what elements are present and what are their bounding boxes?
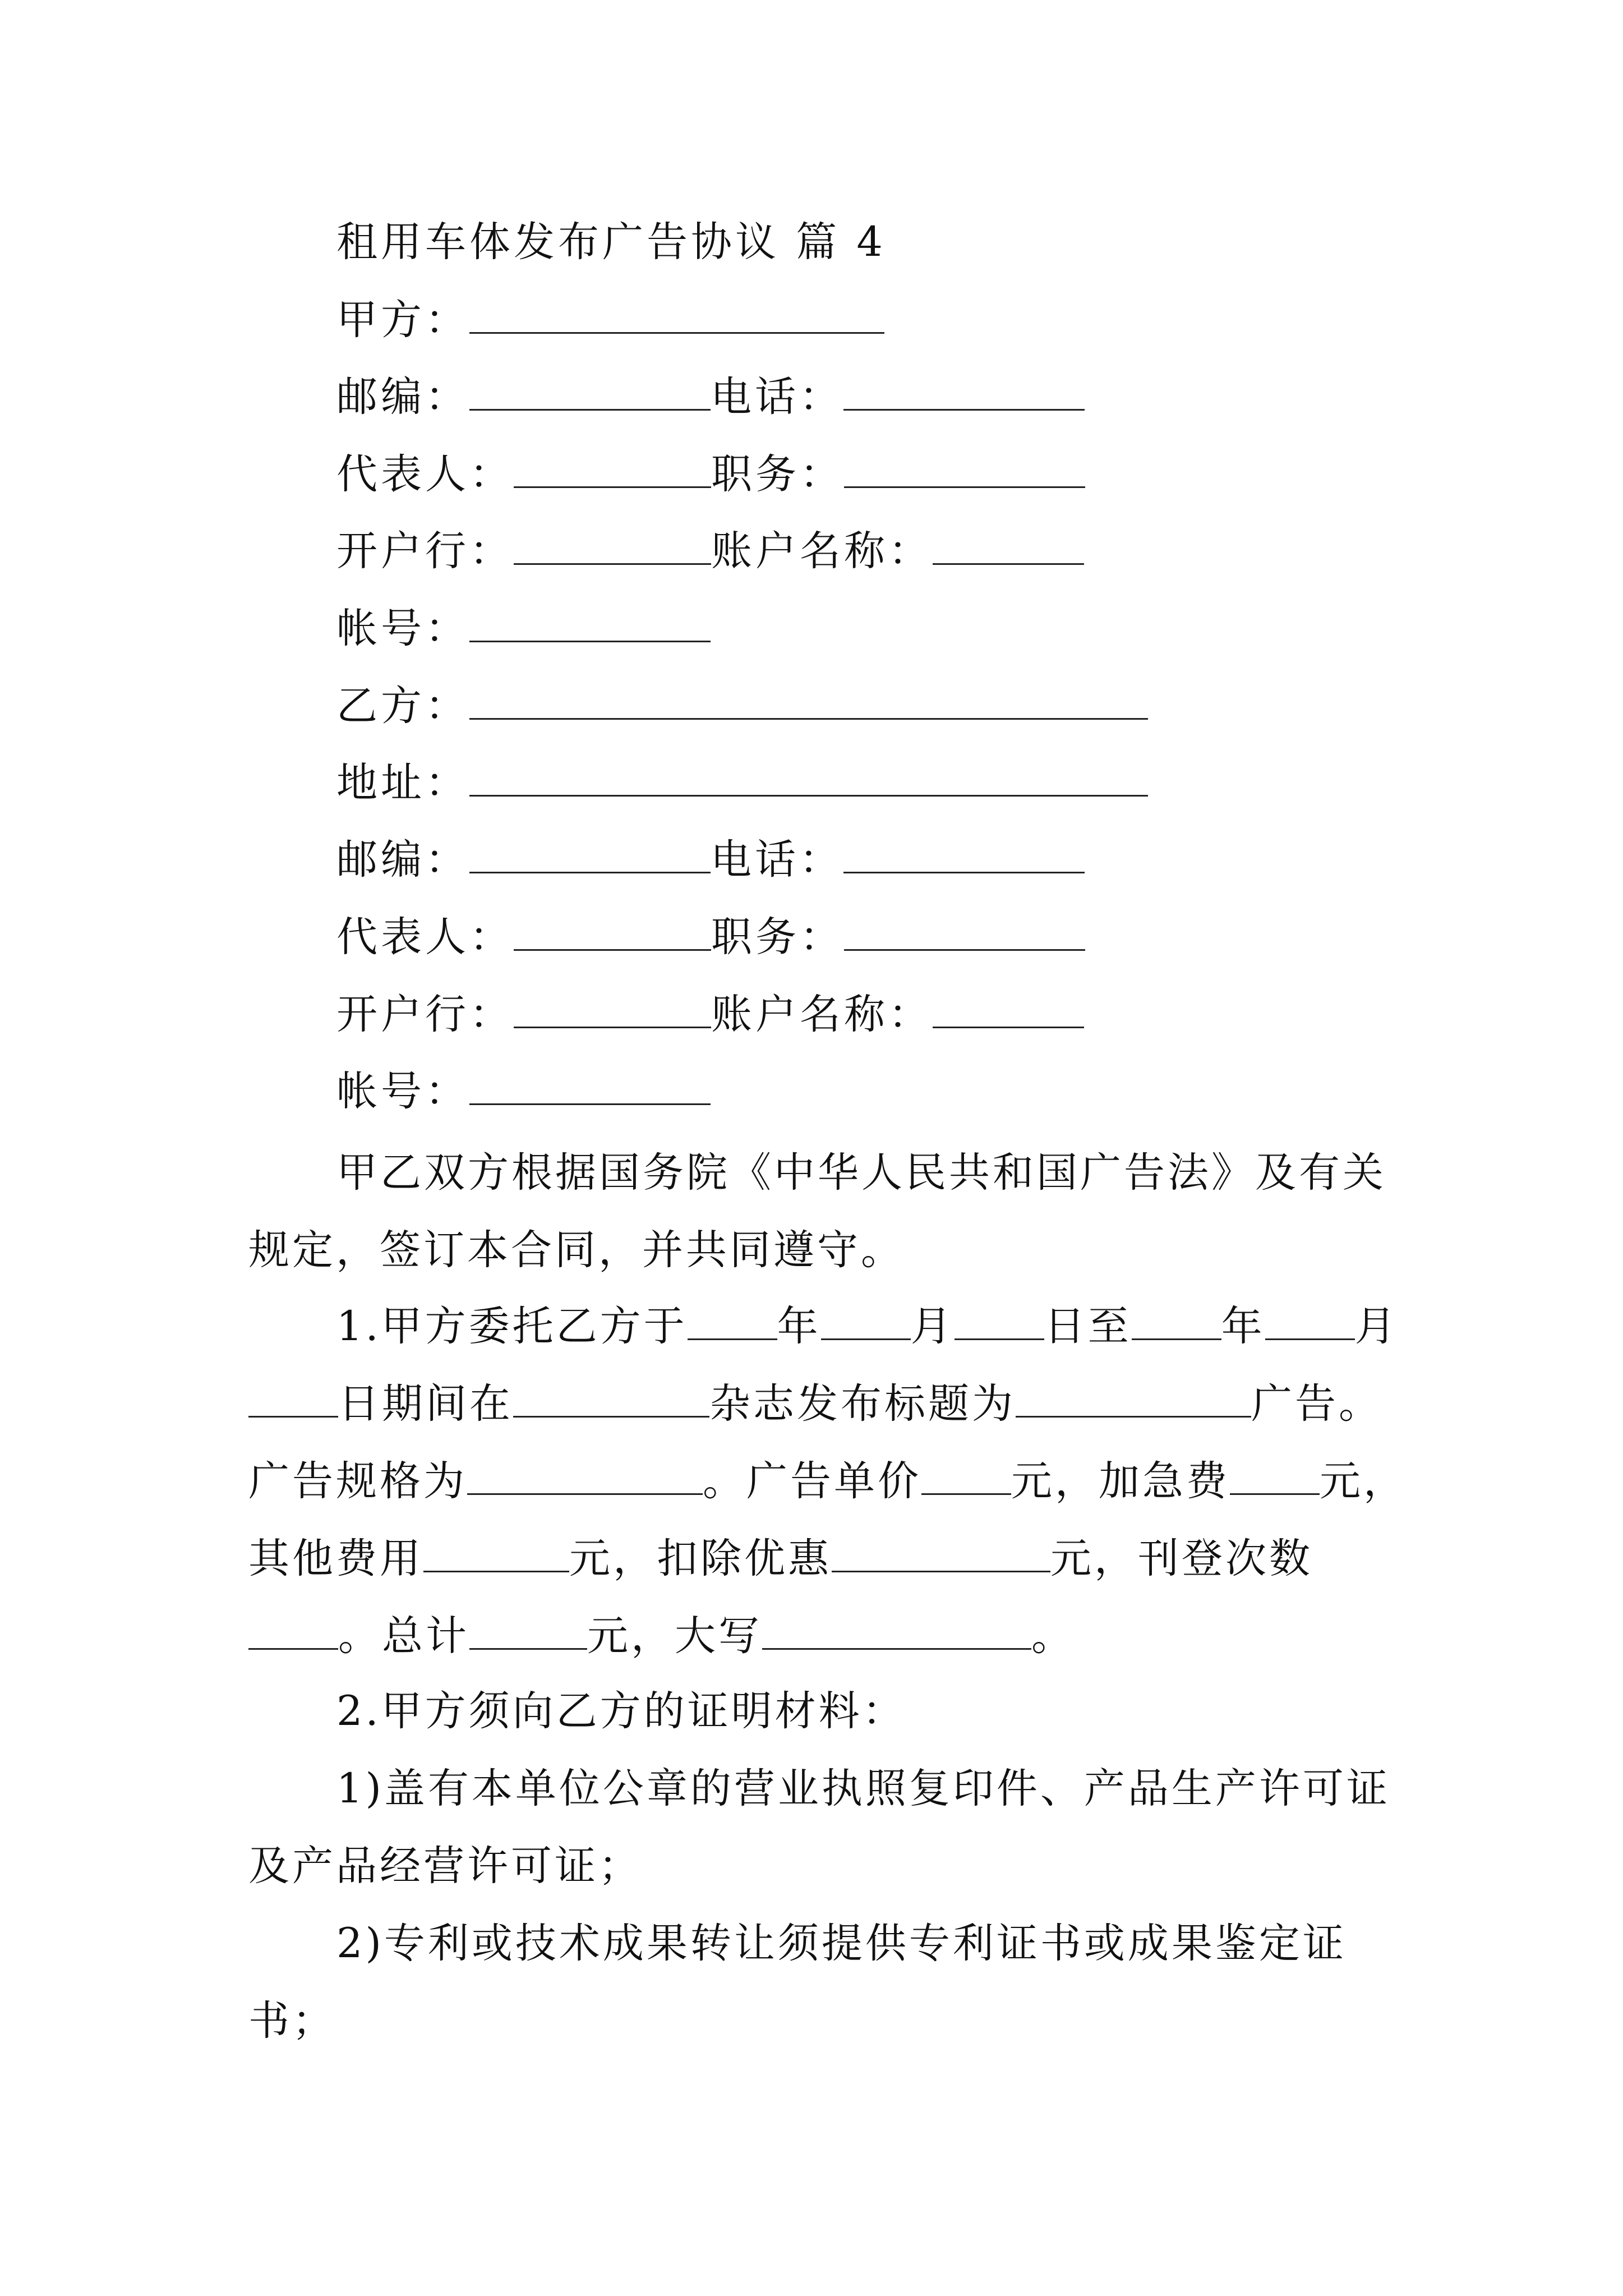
times-blank [248, 1613, 338, 1650]
party-b-bank-row [336, 991, 1084, 1038]
ad-title-blank [1016, 1381, 1251, 1418]
clause-2 [248, 1673, 1390, 2060]
clause-1-line-4: 其他费用 元，扣除优惠 元，刊登次数 [248, 1535, 1313, 1582]
clause-1 [248, 1288, 1407, 1675]
party-b-account-name-label: 账户名称： [711, 991, 933, 1038]
intro-paragraph [248, 1134, 1386, 1289]
discount-blank [832, 1536, 1050, 1572]
party-b-name-row [336, 682, 1148, 730]
party-b-rep-blank [514, 914, 711, 951]
party-b-zip-blank [469, 837, 711, 873]
ad-spec-blank [467, 1458, 703, 1495]
party-b-zip-label: 邮编： [336, 836, 469, 884]
party-a-position-label: 职务： [711, 450, 844, 498]
party-b-phone-blank [843, 837, 1085, 873]
party-a-position-blank [844, 452, 1085, 488]
magazine-blank [513, 1381, 709, 1418]
start-year-blank [688, 1304, 777, 1340]
other-fees-blank [423, 1536, 569, 1572]
party-a-phone-blank [843, 374, 1085, 411]
party-b-rep-label: 代表人： [336, 913, 514, 961]
clause-1-line-1: 1.甲方委托乙方于 年 月 日至 年 月 [336, 1303, 1399, 1350]
total-blank [469, 1613, 587, 1650]
party-a-account-name-blank [933, 528, 1084, 565]
party-a-name-label: 甲方： [336, 296, 469, 344]
party-a-zip-blank [469, 374, 711, 411]
end-month-blank [1265, 1304, 1355, 1340]
clause-1-line-3: 广告规格为 。广告单价 元，加急费 元， [248, 1457, 1407, 1505]
rush-fee-blank [1230, 1458, 1320, 1495]
clause-1-line-2: 日期间在 杂志发布标题为 广告。 [248, 1365, 1381, 1443]
party-a-rep-row [336, 450, 1085, 498]
party-b-address-row [336, 759, 1148, 807]
clause-2-item-2-line-2: 书； [248, 1997, 336, 2045]
party-a-name-blank [469, 297, 884, 334]
party-a-account-row [336, 605, 711, 652]
party-b-address-label: 地址： [336, 759, 469, 807]
party-b-account-no-blank [469, 1069, 711, 1105]
intro-line-1: 甲乙双方根据国务院《中华人民共和国广告法》及有关 [336, 1149, 1386, 1197]
party-b-account-name-blank [933, 992, 1084, 1028]
party-a-zip-row [336, 373, 1085, 421]
clause-2-item-1-line-2: 及产品经营许可证； [248, 1842, 642, 1890]
intro-line-2: 规定，签订本合同，并共同遵守。 [248, 1226, 905, 1274]
party-b-bank-label: 开户行： [336, 991, 514, 1038]
clause-1-line-5: 。总计 元，大写 。 [248, 1598, 1381, 1675]
party-a-rep-blank [514, 452, 711, 488]
party-b-account-row [336, 1068, 711, 1115]
party-a-account-no-label: 帐号： [336, 605, 469, 652]
party-b-address-blank [469, 760, 1148, 797]
party-b-position-blank [844, 914, 1085, 951]
party-a-bank-label: 开户行： [336, 527, 514, 575]
party-a-bank-blank [514, 528, 711, 565]
party-b-name-label: 乙方： [336, 682, 469, 730]
start-month-blank [821, 1304, 911, 1340]
party-b-rep-row [336, 913, 1085, 961]
party-a-account-name-label: 账户名称： [711, 527, 933, 575]
party-a-bank-row [336, 527, 1084, 575]
party-b-zip-row [336, 836, 1085, 884]
party-a-rep-label: 代表人： [336, 450, 514, 498]
party-b-name-blank [469, 683, 1148, 720]
clause-2-item-1-line-1: 1)盖有本单位公章的营业执照复印件、产品生产许可证 [336, 1765, 1390, 1812]
start-day-blank [955, 1304, 1044, 1340]
title-text: 租用车体发布广告协议 篇 4 [336, 218, 886, 266]
party-b-phone-label: 电话： [711, 836, 843, 884]
party-a-zip-label: 邮编： [336, 373, 469, 421]
party-a-phone-label: 电话： [711, 373, 843, 421]
document-title [336, 218, 886, 266]
unit-price-blank [921, 1458, 1011, 1495]
party-b-position-label: 职务： [711, 913, 844, 961]
capital-amount-blank [762, 1613, 1031, 1650]
party-b-bank-blank [514, 992, 711, 1028]
clause-2-item-2-line-1: 2)专利或技术成果转让须提供专利证书或成果鉴定证 [336, 1920, 1347, 1967]
party-b-account-no-label: 帐号： [336, 1068, 469, 1115]
party-a-account-no-blank [469, 606, 711, 642]
end-year-blank [1132, 1304, 1221, 1340]
end-day-blank [248, 1381, 338, 1418]
party-a-name-row [336, 296, 884, 344]
clause-2-heading: 2.甲方须向乙方的证明材料： [336, 1687, 906, 1735]
